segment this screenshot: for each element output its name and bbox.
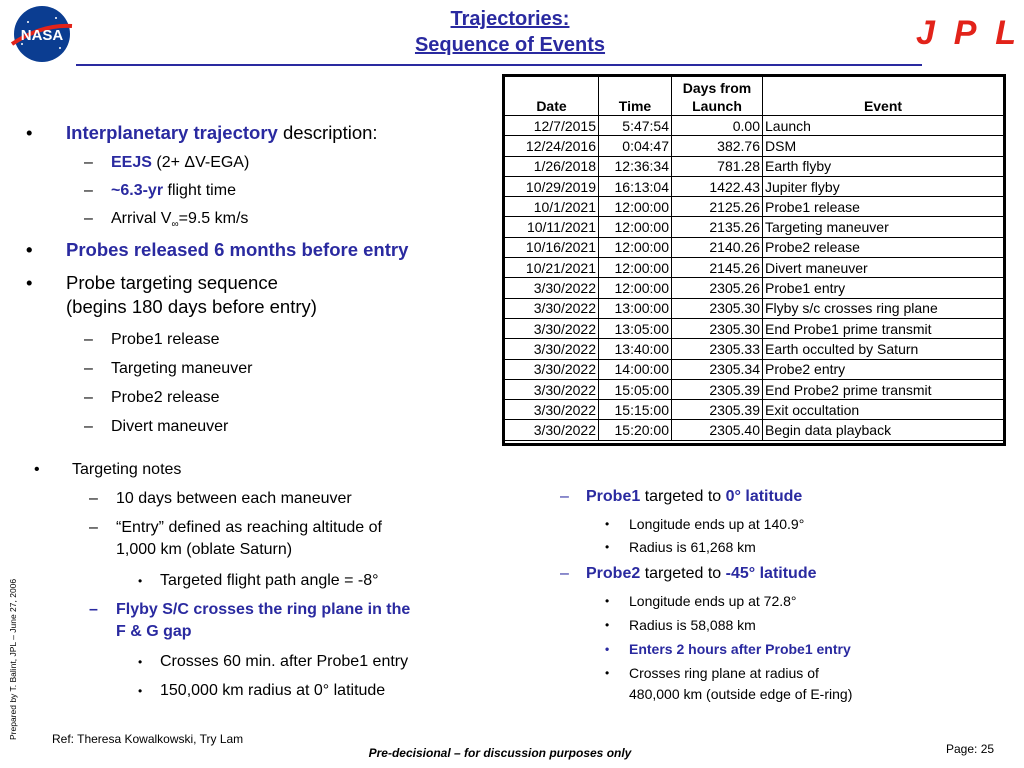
table-row	[505, 318, 1004, 338]
probe2-mid: targeted to	[640, 565, 726, 582]
title-line-1: Trajectories:	[450, 8, 570, 30]
cell-time: 13:00:00	[599, 298, 672, 318]
cell-event: Probe2 entry	[763, 359, 1004, 379]
cell-date: 3/30/2022	[505, 339, 599, 359]
note-entry-defined: – “Entry” defined as reaching altitude of 1,000 km (oblate Saturn)	[116, 517, 382, 561]
cell-date: 10/1/2021	[505, 197, 599, 217]
cell-event: Divert maneuver	[763, 258, 1004, 278]
sub-flight-time: – ~6.3-yr flight time	[84, 182, 236, 199]
nasa-logo-text: NASA	[20, 27, 64, 44]
header-time: Time	[599, 77, 672, 116]
sub-eejs-bold: EEJS	[111, 154, 152, 171]
cell-event: End Probe2 prime transmit	[763, 379, 1004, 399]
cell-time: 12:00:00	[599, 197, 672, 217]
sub-arrival-text: Arrival V	[111, 210, 172, 227]
sub-targeting-maneuver-text: Targeting maneuver	[111, 360, 253, 377]
cell-days: 781.28	[672, 156, 763, 176]
probe1-radius-text: Radius is 61,268 km	[629, 539, 756, 555]
note-flyby-line-2: F & G gap	[116, 623, 192, 640]
cell-event: Probe2 release	[763, 237, 1004, 257]
header-days	[672, 77, 763, 116]
cell-event: Probe1 entry	[763, 278, 1004, 298]
cell-days: 2135.26	[672, 217, 763, 237]
cell-date: 1/26/2018	[505, 156, 599, 176]
sub-flight-time-rest: flight time	[163, 182, 236, 199]
probe2-crosses-ring: • Crosses ring plane at radius of 480,000 km (outside edge of E-ring)	[629, 663, 852, 705]
cell-time: 12:36:34	[599, 156, 672, 176]
predecisional-notice: Pre-decisional – for discussion purposes only	[368, 746, 632, 760]
page-number: Page: 25	[946, 742, 995, 756]
probe2-latitude: -45° latitude	[725, 565, 817, 582]
cell-event: Begin data playback	[763, 420, 1004, 440]
reference: Ref: Theresa Kowalkowski, Try Lam	[52, 732, 244, 746]
table-row	[505, 339, 1004, 359]
probe2-radius-text: Radius is 58,088 km	[629, 617, 756, 633]
cell-date: 12/24/2016	[505, 136, 599, 156]
cell-time: 5:47:54	[599, 116, 672, 136]
cell-event: Launch	[763, 116, 1004, 136]
cell-event: Flyby s/c crosses ring plane	[763, 298, 1004, 318]
cell-days: 2305.30	[672, 298, 763, 318]
table-row	[505, 197, 1004, 217]
sub-probe1-release-text: Probe1 release	[111, 331, 220, 348]
sub-probe2-release: – Probe2 release	[84, 389, 220, 406]
cell-time: 14:00:00	[599, 359, 672, 379]
bullet-targeting-sequence: • Probe targeting sequence (begins 180 days before entry)	[26, 272, 317, 317]
header-date: Date	[505, 77, 599, 116]
note-flight-path-angle: • Targeted flight path angle = -8°	[138, 572, 379, 589]
note-10-days: – 10 days between each maneuver	[89, 490, 352, 507]
cell-time: 12:00:00	[599, 258, 672, 278]
sub-divert-maneuver-text: Divert maneuver	[111, 418, 229, 435]
table-row	[505, 156, 1004, 176]
cell-date: 3/30/2022	[505, 298, 599, 318]
cell-time: 0:04:47	[599, 136, 672, 156]
note-flight-path-angle-text: Targeted flight path angle = -8°	[160, 572, 379, 589]
header-days-line-2: Launch	[692, 98, 742, 114]
table-row	[505, 136, 1004, 156]
header-days-line-1: Days from	[682, 80, 752, 96]
cell-days: 2305.34	[672, 359, 763, 379]
bullet-interplanetary: • Interplanetary trajectory description:	[26, 122, 378, 143]
cell-time: 15:05:00	[599, 379, 672, 399]
sub-probe1-release: – Probe1 release	[84, 331, 220, 348]
cell-event: Jupiter flyby	[763, 176, 1004, 196]
page-title	[300, 6, 720, 58]
probe1-latitude: 0° latitude	[725, 488, 803, 505]
cell-days: 2305.30	[672, 318, 763, 338]
sub-probe2-release-text: Probe2 release	[111, 389, 220, 406]
cell-days: 1422.43	[672, 176, 763, 196]
note-crosses-60-min-text: Crosses 60 min. after Probe1 entry	[160, 653, 409, 670]
nasa-logo	[6, 4, 78, 64]
sub-eejs: – EEJS (2+ ΔV-EGA)	[84, 154, 250, 171]
cell-date: 3/30/2022	[505, 278, 599, 298]
table-row	[505, 400, 1004, 420]
bullet-targeting-line-1: Probe targeting sequence	[66, 272, 278, 293]
cell-days: 2305.39	[672, 400, 763, 420]
jpl-logo	[914, 14, 1018, 48]
header-event: Event	[763, 77, 1004, 116]
cell-time: 16:13:04	[599, 176, 672, 196]
cell-date: 10/21/2021	[505, 258, 599, 278]
cell-event: Earth occulted by Saturn	[763, 339, 1004, 359]
probe1-mid: targeted to	[640, 488, 726, 505]
events-table	[504, 76, 1004, 441]
cell-days: 2140.26	[672, 237, 763, 257]
cell-days: 2125.26	[672, 197, 763, 217]
note-crosses-60-min: • Crosses 60 min. after Probe1 entry	[138, 653, 409, 670]
table-row	[505, 359, 1004, 379]
cell-event: DSM	[763, 136, 1004, 156]
sub-divert-maneuver: – Divert maneuver	[84, 418, 229, 435]
cell-days: 2145.26	[672, 258, 763, 278]
cell-date: 3/30/2022	[505, 359, 599, 379]
cell-time: 12:00:00	[599, 237, 672, 257]
cell-event: End Probe1 prime transmit	[763, 318, 1004, 338]
probe2-enters-after-text: Enters 2 hours after Probe1 entry	[629, 641, 851, 657]
probe2-longitude: • Longitude ends up at 72.8°	[605, 593, 797, 609]
cell-date: 3/30/2022	[505, 420, 599, 440]
bullet-interplanetary-bold: Interplanetary trajectory	[66, 122, 278, 143]
table-row	[505, 278, 1004, 298]
cell-days: 2305.33	[672, 339, 763, 359]
table-row	[505, 237, 1004, 257]
cell-date: 12/7/2015	[505, 116, 599, 136]
sub-targeting-maneuver: – Targeting maneuver	[84, 360, 253, 377]
table-row	[505, 176, 1004, 196]
probe1-longitude: • Longitude ends up at 140.9°	[605, 516, 805, 532]
probe2-crosses-line-1: Crosses ring plane at radius of	[629, 665, 819, 681]
table-row	[505, 258, 1004, 278]
probe2-radius: • Radius is 58,088 km	[605, 617, 756, 633]
cell-time: 12:00:00	[599, 217, 672, 237]
note-entry-line-2: 1,000 km (oblate Saturn)	[116, 541, 293, 558]
bullet-probes-released: • Probes released 6 months before entry	[26, 239, 409, 260]
cell-time: 12:00:00	[599, 278, 672, 298]
note-150000-km: • 150,000 km radius at 0° latitude	[138, 682, 386, 699]
table-row	[505, 379, 1004, 399]
bullet-interplanetary-rest: description:	[277, 122, 378, 143]
cell-date: 10/16/2021	[505, 237, 599, 257]
table-header-row	[505, 77, 1004, 116]
bullet-targeting-line-2: (begins 180 days before entry)	[66, 296, 317, 317]
table-row	[505, 298, 1004, 318]
probe2-crosses-line-2: 480,000 km (outside edge of E-ring)	[629, 686, 853, 702]
cell-event: Earth flyby	[763, 156, 1004, 176]
cell-time: 15:15:00	[599, 400, 672, 420]
note-entry-line-1: “Entry” defined as reaching altitude of	[116, 519, 382, 536]
prepared-by-credit: Prepared by T. Balint, JPL – June 27, 2006	[8, 578, 18, 740]
probe2-targeted: – Probe2 targeted to -45° latitude	[560, 565, 817, 582]
sub-arrival: – Arrival $V_\infty=9.5$ km/s	[84, 210, 249, 231]
title-line-2: Sequence of Events	[414, 34, 606, 56]
jpl-logo-text: JPL	[916, 14, 1016, 48]
cell-days: 0.00	[672, 116, 763, 136]
cell-event: Targeting maneuver	[763, 217, 1004, 237]
table-row	[505, 116, 1004, 136]
table-row	[505, 217, 1004, 237]
cell-time: 13:40:00	[599, 339, 672, 359]
sub-arrival-value: =9.5 km/s	[178, 210, 249, 227]
bullet-targeting-notes: • Targeting notes	[34, 461, 182, 478]
sub-flight-time-bold: ~6.3-yr	[111, 182, 164, 199]
probe1-label: Probe1	[586, 488, 641, 505]
title-divider	[76, 64, 922, 66]
cell-date: 3/30/2022	[505, 400, 599, 420]
probe2-label: Probe2	[586, 565, 641, 582]
note-flyby-ring-plane: – Flyby S/C crosses the ring plane in the F & G gap	[116, 599, 410, 643]
cell-event: Exit occultation	[763, 400, 1004, 420]
note-flyby-line-1: Flyby S/C crosses the ring plane in the	[116, 601, 411, 618]
cell-date: 10/29/2019	[505, 176, 599, 196]
cell-time: 15:20:00	[599, 420, 672, 440]
table-row	[505, 420, 1004, 440]
probe2-enters-after: • Enters 2 hours after Probe1 entry	[605, 641, 851, 657]
note-10-days-text: 10 days between each maneuver	[116, 490, 352, 507]
cell-date: 10/11/2021	[505, 217, 599, 237]
probe1-longitude-text: Longitude ends up at 140.9°	[629, 516, 805, 532]
probe1-targeted: – Probe1 targeted to 0° latitude	[560, 488, 803, 505]
note-150000-km-text: 150,000 km radius at 0° latitude	[160, 682, 386, 699]
probe1-radius: • Radius is 61,268 km	[605, 539, 756, 555]
cell-date: 3/30/2022	[505, 318, 599, 338]
cell-time: 13:05:00	[599, 318, 672, 338]
cell-days: 382.76	[672, 136, 763, 156]
cell-days: 2305.39	[672, 379, 763, 399]
table-body	[505, 116, 1004, 441]
cell-days: 2305.26	[672, 278, 763, 298]
sub-eejs-rest: (2+ ΔV-EGA)	[151, 154, 250, 171]
targeting-notes-title: Targeting notes	[72, 461, 182, 478]
cell-days: 2305.40	[672, 420, 763, 440]
bullet-probes-released-text: Probes released 6 months before entry	[66, 239, 409, 260]
cell-event: Probe1 release	[763, 197, 1004, 217]
sub-arrival-infinity: ∞	[171, 219, 179, 231]
probe2-longitude-text: Longitude ends up at 72.8°	[629, 593, 797, 609]
cell-date: 3/30/2022	[505, 379, 599, 399]
